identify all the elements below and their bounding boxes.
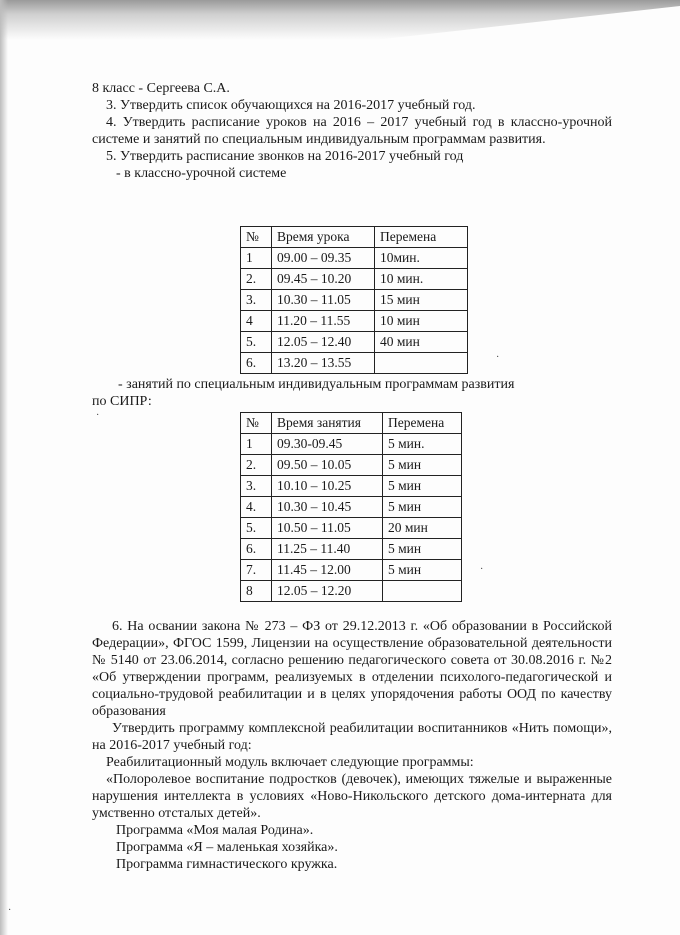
table-header-row [241, 227, 468, 248]
sipr-line-2: по СИПР: [92, 394, 152, 409]
cell-break: 10мин. [375, 248, 468, 269]
cell-time: 10.50 – 11.05 [272, 518, 383, 539]
table-row [241, 455, 462, 476]
program-1: «Полоролевое воспитание подростков (девочек), имеющих тяжелые и выраженные нарушения интеллекта в условиях «Ново-Никольского детского дома-интерната для умственно отсталых детей». [92, 772, 612, 821]
col-time-header: Время урока [272, 227, 375, 248]
section-6 [92, 618, 612, 873]
cell-break: 5 мин [383, 497, 462, 518]
item-6: 6. На освании закона № 273 – ФЗ от 29.12.2013 г. «Об образовании в Российской Федерации», ФГОС 1599, Лицензии на осуществление образовательной деятельности № 5140 от 23.06.2014, согласно решению педагогического совета от 30.08.2016 г. №2 «Об утверждении программ, реализуемых в отделении психолого-педагогической и социально-трудовой реабилитации и в целях упорядочения работы ООД по качеству образования [92, 619, 612, 719]
cell-break: 10 мин [375, 311, 468, 332]
table-row [241, 434, 462, 455]
cell-number: 6. [241, 539, 272, 560]
table-row [241, 497, 462, 518]
cell-number: 5. [241, 518, 272, 539]
cell-time: 11.45 – 12.00 [272, 560, 383, 581]
col-number-header: № [241, 227, 272, 248]
cell-number: 2. [241, 455, 272, 476]
cell-number: 4 [241, 311, 272, 332]
cell-time: 10.30 – 10.45 [272, 497, 383, 518]
table-row [241, 332, 468, 353]
cell-number: 1 [241, 248, 272, 269]
sipr-schedule-table [240, 412, 462, 602]
table-row [241, 581, 462, 602]
cell-break [383, 581, 462, 602]
program-2: Программа «Моя малая Родина». [116, 823, 314, 838]
table-row [241, 311, 468, 332]
table-row [241, 353, 468, 374]
cell-time: 09.50 – 10.05 [272, 455, 383, 476]
cell-number: 4. [241, 497, 272, 518]
cell-time: 12.05 – 12.20 [272, 581, 383, 602]
table-row [241, 476, 462, 497]
class-8-line: 8 класс - Сергеева С.А. [92, 81, 230, 96]
cell-time: 10.30 – 11.05 [272, 290, 375, 311]
cell-break: 15 мин [375, 290, 468, 311]
cell-break [375, 353, 468, 374]
cell-number: 3. [241, 290, 272, 311]
cell-break: 40 мин [375, 332, 468, 353]
cell-number: 6. [241, 353, 272, 374]
table-row [241, 539, 462, 560]
table-row [241, 290, 468, 311]
cell-break: 5 мин [383, 455, 462, 476]
table-header-row [241, 413, 462, 434]
table-row [241, 560, 462, 581]
cell-number: 2. [241, 269, 272, 290]
cell-number: 3. [241, 476, 272, 497]
item-3: 3. Утвердить список обучающихся на 2016-2017 учебный год. [106, 98, 476, 113]
scan-speck: · [8, 905, 12, 916]
item-4: 4. Утвердить расписание уроков на 2016 – 2017 учебный год в классно-урочной системе и занятий по специальным индивидуальным программам развития. [92, 115, 612, 147]
cell-break: 5 мин [383, 560, 462, 581]
item-5: 5. Утвердить расписание звонков на 2016-2017 учебный год [106, 149, 464, 164]
sipr-intro [92, 376, 612, 410]
table-row [241, 518, 462, 539]
cell-break: 5 мин [383, 539, 462, 560]
table-row [241, 248, 468, 269]
col-break-header: Перемена [383, 413, 462, 434]
cell-time: 09.30-09.45 [272, 434, 383, 455]
col-break-header: Перемена [375, 227, 468, 248]
cell-break: 5 мин. [383, 434, 462, 455]
scan-shadow [0, 0, 680, 40]
cell-number: 1 [241, 434, 272, 455]
cell-time: 09.45 – 10.20 [272, 269, 375, 290]
cell-time: 12.05 – 12.40 [272, 332, 375, 353]
col-number-header: № [241, 413, 272, 434]
cell-break: 10 мин. [375, 269, 468, 290]
program-4: Программа гимнастического кружка. [116, 857, 338, 872]
cell-time: 13.20 – 13.55 [272, 353, 375, 374]
cell-time: 11.25 – 11.40 [272, 539, 383, 560]
document-body [92, 80, 612, 182]
scan-speck: · [480, 564, 484, 575]
cell-time: 09.00 – 09.35 [272, 248, 375, 269]
table-row [241, 269, 468, 290]
lesson-schedule-table [240, 226, 468, 374]
program-3: Программа «Я – маленькая хозяйка». [116, 840, 338, 855]
cell-break: 20 мин [383, 518, 462, 539]
cell-number: 8 [241, 581, 272, 602]
cell-time: 11.20 – 11.55 [272, 311, 375, 332]
cell-number: 7. [241, 560, 272, 581]
module-intro: Реабилитационный модуль включает следующие программы: [106, 755, 474, 770]
cell-break: 5 мин [383, 476, 462, 497]
item-5-subitem: - в классно-урочной системе [116, 166, 287, 181]
col-time-header: Время занятия [272, 413, 383, 434]
cell-time: 10.10 – 10.25 [272, 476, 383, 497]
scan-edge [0, 0, 8, 935]
cell-number: 5. [241, 332, 272, 353]
approve-program: Утвердить программу комплексной реабилитации воспитанников «Нить помощи», на 2016-2017 учебный год: [92, 721, 612, 753]
sipr-line-1: - занятий по специальным индивидуальным программам развития [118, 377, 515, 392]
scan-speck: · [96, 410, 100, 421]
scan-speck: · [496, 352, 500, 363]
